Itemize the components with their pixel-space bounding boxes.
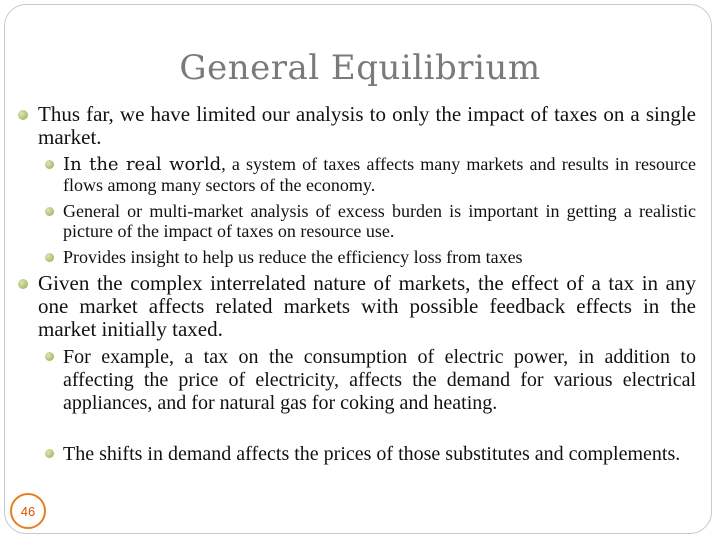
page-number: 46 [20, 503, 36, 519]
sub-bullet-text: The shifts in demand affects the prices of those substitutes and complements. [63, 443, 681, 465]
sub-bullet-item [45, 247, 696, 267]
bullet-text: Given the complex interrelated nature of markets, the effect of a tax in any one market affects related markets with possible feedback effects in the market initially taxed. [38, 271, 696, 341]
sub-bullet-item [45, 154, 696, 195]
slide-title: General Equilibrium [179, 48, 541, 88]
bullet-icon [45, 449, 54, 458]
bullet-icon [45, 207, 54, 216]
emphasis-text: In the real world [63, 154, 222, 175]
bullet-item [18, 272, 696, 341]
sub-bullet-text: Provides insight to help us reduce the efficiency loss from taxes [63, 247, 523, 267]
sub-bullet-item [45, 443, 696, 466]
bullet-icon [18, 110, 28, 120]
bullet-text: Thus far, we have limited our analysis to only the impact of taxes on a single market. [38, 102, 696, 149]
sub-bullet-text: For example, a tax on the consumption of electric power, in addition to affecting the price of electricity, affects the demand for various electrical appliances, and for natural gas for coking and heating. [63, 346, 696, 414]
page-number-badge [10, 493, 46, 529]
sub-bullet-text: , a system of taxes affects many markets and results in resource flows among many sectors of the economy. [63, 154, 696, 195]
bullet-icon [18, 279, 28, 289]
sub-bullet-item [45, 201, 696, 241]
sub-bullet-text: General or multi-market analysis of excess burden is important in getting a realistic picture of the impact of taxes on resource use. [63, 201, 696, 241]
bullet-icon [45, 160, 54, 169]
bullet-item [18, 103, 696, 149]
bullet-icon [45, 352, 54, 361]
bullet-icon [45, 253, 54, 262]
sub-bullet-item [45, 346, 696, 415]
